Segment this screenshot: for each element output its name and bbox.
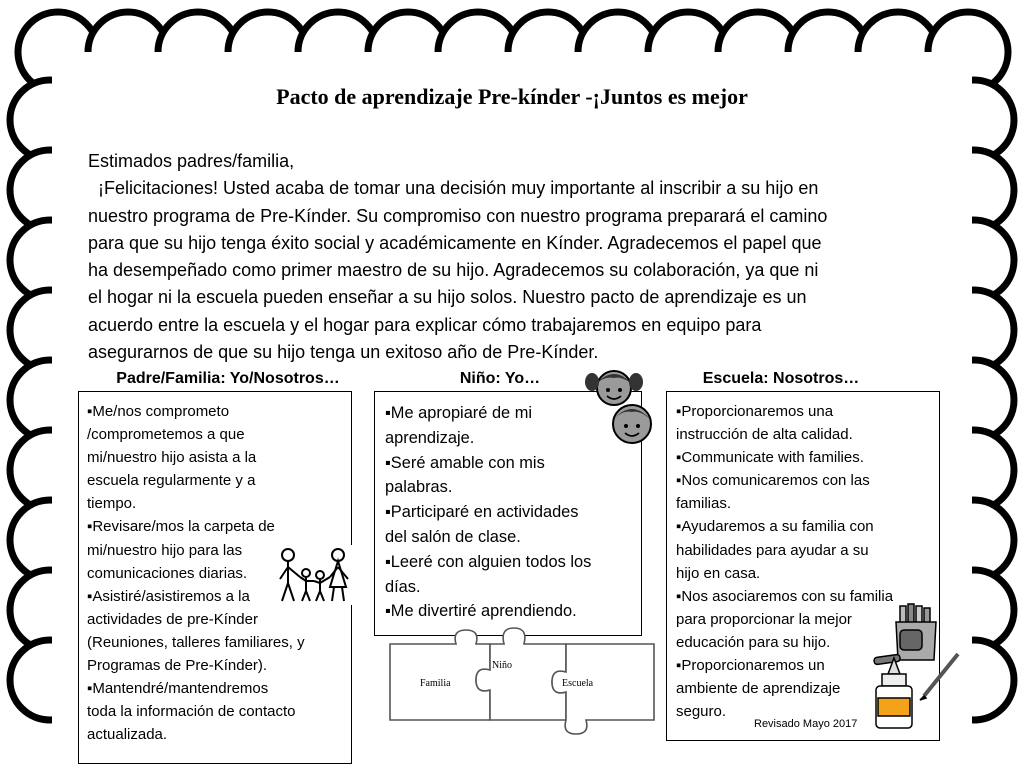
letter-line: asegurarnos de que su hijo tenga un exitoso año de Pre-Kínder. [88, 342, 599, 363]
letter-line: acuerdo entre la escuela y el hogar para explicar cómo trabajaremos en equipo para [88, 314, 762, 335]
letter-line: para que su hijo tenga éxito social y académicamente en Kínder. Agradecemos el papel que [88, 232, 822, 253]
list-item: ▪Revisare/mos la carpeta de [87, 518, 275, 536]
list-item: para proporcionar la mejor [676, 610, 852, 628]
list-item: ▪Proporcionaremos una [676, 403, 834, 420]
list-item: toda la información de contacto [87, 703, 296, 721]
glue-bottle-icon [868, 648, 964, 738]
list-item: ▪Me divertiré aprendiendo. [385, 602, 577, 621]
list-item: familias. [676, 495, 732, 513]
two-children-faces-icon [582, 362, 662, 452]
list-item: ▪Seré amable con mis [385, 453, 545, 472]
letter-line: nuestro programa de Pre-Kínder. Su compromiso con nuestro programa preparará el camino [88, 205, 828, 226]
puzzle-pieces-icon [386, 622, 658, 742]
letter-greeting: Estimados padres/familia, [88, 151, 295, 171]
list-item: mi/nuestro hijo asista a la [87, 449, 257, 467]
school-column-heading: Escuela: Nosotros… [702, 370, 860, 387]
list-item: ▪Asistiré/asistiremos a la [87, 587, 250, 605]
stick-figure-family-icon [274, 545, 354, 605]
list-item: ▪Participaré en actividades [385, 503, 579, 522]
list-item: ▪Proporcionaremos un [676, 657, 825, 675]
list-item: comunicaciones diarias. [87, 564, 248, 582]
list-item: tiempo. [87, 495, 137, 513]
family-column-heading: Padre/Familia: Yo/Nosotros… [116, 370, 340, 387]
revised-date: Revisado Mayo 2017 [754, 718, 858, 730]
puzzle-label-left: Familia [420, 678, 451, 689]
list-item: hijo en casa. [676, 564, 761, 582]
puzzle-label-right: Escuela [562, 678, 594, 689]
list-item: mi/nuestro hijo para las [87, 541, 243, 559]
list-item: /comprometemos a que [87, 426, 245, 444]
list-item: actualizada. [87, 726, 168, 744]
list-item: días. [385, 577, 421, 596]
list-item: ▪Communicate with families. [676, 449, 864, 467]
list-item: ▪Mantendré/mantendremos [87, 680, 269, 698]
list-item: seguro. [676, 703, 727, 721]
list-item: aprendizaje. [385, 428, 475, 447]
list-item: palabras. [385, 478, 453, 497]
list-item: ▪Nos asociaremos con su familia [676, 587, 894, 605]
list-item: instrucción de alta calidad. [676, 426, 853, 444]
page-title: Pacto de aprendizaje Pre-kínder -¡Juntos es mejor [276, 84, 748, 109]
list-item: ▪Leeré con alguien todos los [385, 552, 592, 571]
puzzle-label-middle: Niño [492, 660, 512, 671]
list-item: ▪Ayudaremos a su familia con [676, 518, 874, 536]
list-item: ▪Nos comunicaremos con las [676, 472, 870, 490]
list-item: habilidades para ayudar a su [676, 541, 869, 559]
list-item: del salón de clase. [385, 527, 521, 546]
list-item: Programas de Pre-Kínder). [87, 657, 268, 675]
list-item: ▪Me/nos comprometo [87, 403, 230, 420]
list-item: ambiente de aprendizaje [676, 680, 841, 698]
list-item: educación para su hijo. [676, 633, 831, 651]
list-item: (Reuniones, talleres familiares, y [87, 633, 305, 651]
list-item: actividades de pre-Kínder [87, 610, 258, 628]
list-item: escuela regularmente y a [87, 472, 256, 490]
letter-line: el hogar ni la escuela pueden enseñar a su hijo solos. Nuestro pacto de aprendizaje es un [88, 287, 807, 308]
letter-text [88, 148, 968, 366]
letter-line: ¡Felicitaciones! Usted acaba de tomar una decisión muy importante al inscribir a su hijo en [98, 178, 819, 199]
child-column-heading: Niño: Yo… [459, 370, 541, 387]
letter-line: ha desempeñado como primer maestro de su hijo. Agradecemos su colaboración, ya que ni [88, 260, 819, 281]
list-item: ▪Me apropiaré de mi [385, 404, 533, 422]
